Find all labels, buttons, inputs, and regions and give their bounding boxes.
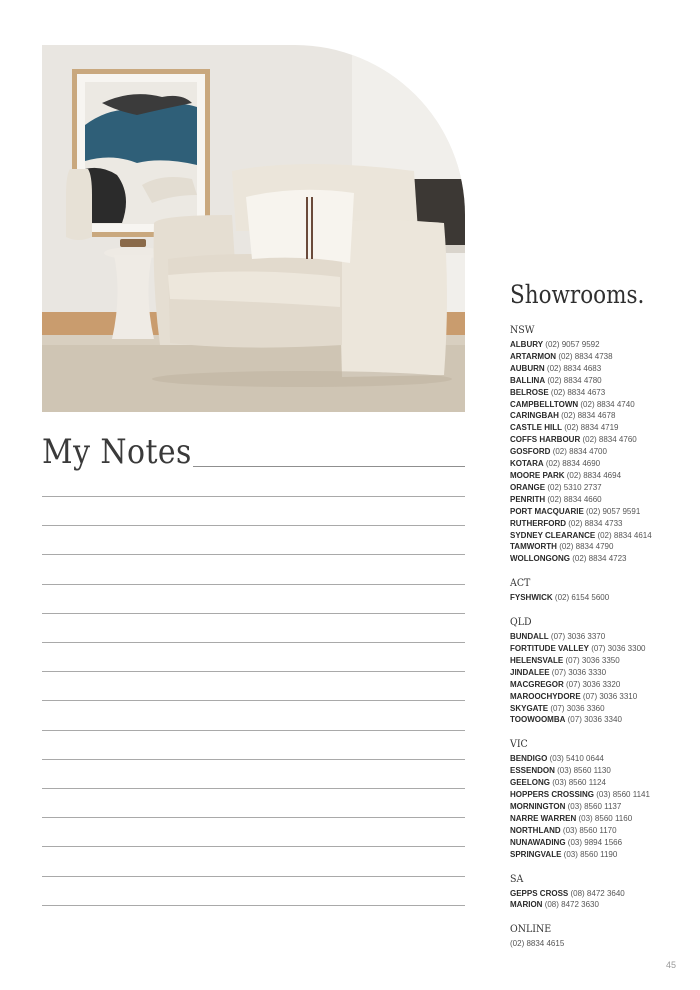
showroom-entry <box>510 553 692 565</box>
showroom-entry <box>510 592 692 604</box>
store-phone: (02) 8834 4780 <box>547 375 602 385</box>
store-name: MAROOCHYDORE <box>510 691 581 701</box>
store-name: PENRITH <box>510 494 546 504</box>
showroom-entry <box>510 387 692 399</box>
note-line <box>42 584 465 585</box>
note-line <box>42 700 465 701</box>
online-phone: (02) 8834 4615 <box>510 939 565 949</box>
showrooms-panel <box>510 280 692 962</box>
note-line <box>42 759 465 760</box>
showroom-entry <box>510 375 692 387</box>
showroom-entry <box>510 703 692 715</box>
showroom-entry <box>510 631 692 643</box>
store-name: WOLLONGONG <box>510 554 570 564</box>
showroom-entry <box>510 899 692 911</box>
store-phone: (02) 8834 4683 <box>546 363 602 373</box>
showroom-entry <box>510 753 692 765</box>
store-name: SKYGATE <box>510 703 549 713</box>
showroom-entry <box>510 801 692 813</box>
region-name: ACT <box>510 577 531 590</box>
store-phone: (03) 8560 1190 <box>563 849 618 859</box>
showroom-entry <box>510 813 692 825</box>
store-name: MOORE PARK <box>510 470 565 480</box>
store-name: GOSFORD <box>510 447 551 457</box>
showrooms-title: Showrooms. <box>510 280 645 309</box>
store-name: ESSENDON <box>510 766 555 776</box>
store-name: COFFS HARBOUR <box>510 435 581 445</box>
store-name: NORTHLAND <box>510 825 561 835</box>
showroom-entry <box>510 434 692 446</box>
showroom-entry <box>510 530 692 542</box>
showroom-entry <box>510 765 692 777</box>
store-phone: (03) 8560 1160 <box>578 813 633 823</box>
showroom-entry <box>510 470 692 482</box>
region-sa <box>510 873 692 912</box>
store-name: TAMWORTH <box>510 542 557 552</box>
store-name: MARION <box>510 900 543 910</box>
store-phone: (02) 8834 4733 <box>568 518 623 528</box>
store-phone: (02) 9057 9592 <box>545 340 600 349</box>
notes-title: My Notes <box>42 432 192 472</box>
region-act <box>510 577 692 604</box>
store-name: FORTITUDE VALLEY <box>510 644 589 654</box>
showroom-entry <box>510 446 692 458</box>
store-name: ORANGE <box>510 482 546 492</box>
region-list <box>510 324 692 911</box>
region-name: QLD <box>510 616 532 629</box>
region-nsw <box>510 324 692 565</box>
region-online <box>510 923 692 950</box>
showroom-entry <box>510 458 692 470</box>
store-phone: (07) 3036 3360 <box>550 703 605 713</box>
showroom-entry <box>510 363 692 375</box>
store-phone: (07) 3036 3340 <box>567 715 622 725</box>
armchair-photo <box>42 45 465 412</box>
store-phone: (07) 3036 3350 <box>565 655 620 665</box>
store-name: FYSHWICK <box>510 593 553 603</box>
store-phone: (02) 8834 4760 <box>582 435 637 445</box>
region-vic <box>510 738 692 860</box>
store-phone: (07) 3036 3300 <box>591 644 646 654</box>
store-name: RUTHERFORD <box>510 518 566 528</box>
showroom-entry <box>510 541 692 553</box>
showroom-entry <box>510 351 692 363</box>
store-name: BUNDALL <box>510 632 549 642</box>
showroom-entry <box>510 482 692 494</box>
showroom-entry <box>510 679 692 691</box>
store-phone: (08) 8472 3630 <box>544 900 599 910</box>
note-line <box>42 876 465 877</box>
showroom-entry <box>510 691 692 703</box>
note-line <box>42 788 465 789</box>
showroom-entry <box>510 825 692 837</box>
store-name: JINDALEE <box>510 667 550 677</box>
store-name: GEPPS CROSS <box>510 888 569 898</box>
showroom-entry <box>510 714 692 726</box>
store-name: GEELONG <box>510 778 551 788</box>
store-name: BALLINA <box>510 375 546 385</box>
showroom-entry <box>510 339 692 351</box>
store-phone: (07) 3036 3310 <box>582 691 638 701</box>
showroom-entry <box>510 849 692 861</box>
store-name: HOPPERS CROSSING <box>510 790 595 800</box>
store-phone: (02) 6154 5600 <box>554 593 610 603</box>
store-name: KOTARA <box>510 459 544 469</box>
store-phone: (03) 8560 1130 <box>557 766 611 776</box>
region-qld <box>510 616 692 726</box>
note-line <box>42 846 465 847</box>
showroom-entry <box>510 667 692 679</box>
store-name: MORNINGTON <box>510 802 566 811</box>
store-phone: (07) 3036 3330 <box>551 667 607 677</box>
store-name: NUNAWADING <box>510 837 566 847</box>
store-phone: (03) 8560 1124 <box>552 778 606 788</box>
note-line <box>42 817 465 818</box>
store-name: HELENSVALE <box>510 655 564 665</box>
store-name: TOOWOOMBA <box>510 715 566 725</box>
store-phone: (02) 8834 4738 <box>558 351 613 361</box>
title-rule <box>193 466 465 467</box>
showroom-entry <box>510 777 692 789</box>
store-phone: (02) 8834 4790 <box>559 542 614 552</box>
store-phone: (03) 9894 1566 <box>567 837 623 847</box>
note-line <box>42 730 465 731</box>
store-phone: (02) 8834 4673 <box>550 387 606 397</box>
showroom-entry <box>510 399 692 411</box>
store-phone: (08) 8472 3640 <box>570 888 625 898</box>
note-line <box>42 613 465 614</box>
store-phone: (02) 8834 4719 <box>564 423 619 433</box>
note-line <box>42 525 465 526</box>
store-phone: (03) 8560 1170 <box>562 825 617 835</box>
page-number: 45 <box>666 960 677 970</box>
region-name: NSW <box>510 324 535 336</box>
note-line <box>42 554 465 555</box>
store-phone: (03) 8560 1137 <box>567 802 622 811</box>
store-phone: (02) 9057 9591 <box>586 506 641 516</box>
store-phone: (07) 3036 3320 <box>566 679 621 689</box>
showroom-entry <box>510 789 692 801</box>
showroom-entry <box>510 837 692 849</box>
showroom-entry <box>510 518 692 530</box>
store-name: ARTARMON <box>510 351 557 361</box>
store-phone: (03) 5410 0644 <box>549 754 604 764</box>
showroom-entry <box>510 506 692 518</box>
store-phone: (02) 8834 4694 <box>566 470 622 480</box>
showroom-entry <box>510 655 692 667</box>
note-line <box>42 671 465 672</box>
store-phone: (02) 8834 4614 <box>597 530 652 540</box>
store-name: SPRINGVALE <box>510 849 562 859</box>
store-name: BELROSE <box>510 387 549 397</box>
store-phone: (02) 5310 2737 <box>547 482 602 492</box>
store-name: CARINGBAH <box>510 411 559 421</box>
store-phone: (02) 8834 4660 <box>547 494 602 504</box>
store-phone: (02) 8834 4740 <box>580 399 635 409</box>
store-phone: (02) 8834 4700 <box>552 447 607 457</box>
showroom-entry <box>510 643 692 655</box>
store-name: SYDNEY CLEARANCE <box>510 530 596 540</box>
region-name: SA <box>510 872 524 885</box>
store-name: CASTLE HILL <box>510 423 562 433</box>
store-name: PORT MACQUARIE <box>510 506 584 516</box>
store-phone: (07) 3036 3370 <box>550 632 606 642</box>
store-name: CAMPBELLTOWN <box>510 399 579 409</box>
store-name: AUBURN <box>510 363 545 373</box>
store-name: NARRE WARREN <box>510 813 577 823</box>
showroom-entry <box>510 494 692 506</box>
store-phone: (02) 8834 4678 <box>561 411 616 421</box>
showroom-entry <box>510 410 692 422</box>
showroom-entry <box>510 422 692 434</box>
store-phone: (02) 8834 4723 <box>572 554 627 564</box>
region-name: ONLINE <box>510 923 552 936</box>
store-name: ALBURY <box>510 340 544 349</box>
note-line <box>42 496 465 497</box>
note-line <box>42 905 465 906</box>
store-phone: (03) 8560 1141 <box>596 790 650 800</box>
store-name: MACGREGOR <box>510 679 564 689</box>
note-line <box>42 642 465 643</box>
region-name: VIC <box>510 738 528 751</box>
store-phone: (02) 8834 4690 <box>545 459 601 469</box>
showroom-entry <box>510 888 692 900</box>
store-name: BENDIGO <box>510 754 548 764</box>
